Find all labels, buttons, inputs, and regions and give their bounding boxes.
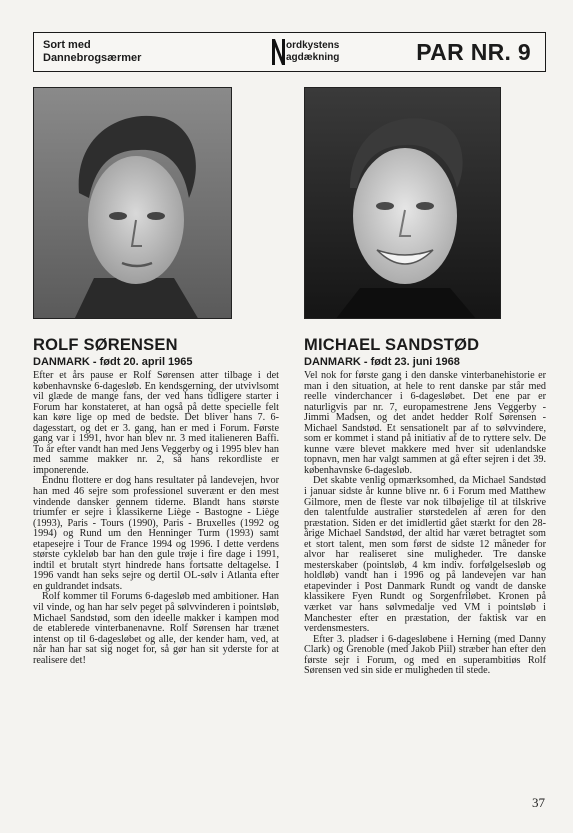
- article-rolf-sorensen: [33, 336, 279, 666]
- rider-name-left: ROLF SØRENSEN: [33, 336, 178, 354]
- paragraph: Efter 3. pladser i 6-dagesløbene i Herning (med Danny Clark) og Grenoble (med Jakob Piil) stræber han efter den første sejr i Forum, og med en superambitiøs Rolf Sørensen ved sin side er muligheden til stede.: [304, 633, 546, 677]
- portrait-rolf-sorensen: [33, 87, 232, 319]
- page-title: PAR NR. 9: [416, 39, 531, 65]
- paragraph: Endnu flottere er dog hans resultater på landevejen, hvor han med 46 sejre som professionel suverænt er den mest vindende dansker gennem tiderne. Blandt hans største triumfer er sejre i klassikerne Liège - Bastogne - Liège (1993), Paris - Tours (1990), Paris - Bruxelles (1992 og 1994) og Rund um den Henninger Turm (1993) samt etapesejre i Tour de France 1994 og 1996. I dette verdens største cykleløb bar han den gule trøje i fire dage i 1991, indtil et brutalt styrt hindrede hans fortsatte deltagelse. I 1996 vandt han seks sejre og dertil OL-sølv i Atlanta efter en guldrandet indsats.: [33, 475, 279, 592]
- rider-subtitle-right: DANMARK - født 23. juni 1968: [304, 356, 460, 368]
- article-body-right: [304, 371, 546, 677]
- page-header: [33, 32, 546, 72]
- article-body-left: [33, 371, 279, 666]
- rider-subtitle-left: DANMARK - født 20. april 1965: [33, 356, 193, 368]
- nordkystens-logo-icon: [272, 38, 364, 66]
- paragraph: Vel nok for første gang i den danske vinterbanehistorie er man i den situation, at hele to rent danske par står med reelle vinderchancer i 6-dagesløbet. Det ene par er naturligvis par nr. 7, europamestrene Jens Veggerby - Jimmi Madsen, og det andet hedder Rolf Sørensen - Michael Sandstød. Et sensationelt par af to sølvvindere, som er kommet i stand på initiativ af de to ryttere selv. De kunne være blevet makkere med hver sit udenlandske topnavn, men har valgt sammen at gå efter sejren i det 39. københavnske 6-dagesløb.: [304, 370, 546, 476]
- header-left-line1: Sort med: [43, 39, 91, 51]
- rider-name-right: MICHAEL SANDSTØD: [304, 336, 480, 354]
- logo-line2: agdækning: [286, 52, 340, 63]
- paragraph: Efter et års pause er Rolf Sørensen atter tilbage i det københavnske 6-dagesløb. En kendsgerning, der utvivlsomt vil glæde de mange fans, der ved hans tidligere starter i Forum har konstateret, at han også på dette specielle felt kan køre lige op med de bedste. Det bliver hans 7. 6-dagesstart, og det er 3. gang, han er med i Forum. Første gang var i 1991, hvor han blev nr. 3 med italieneren Baffi. To år efter vandt han med Jens Veggerby og i 1995 blev han med samme makker nr. 2, så hans rekordliste er imponerende.: [33, 370, 279, 476]
- logo-line1: ordkystens: [286, 40, 340, 51]
- portrait-michael-sandstod: [304, 87, 501, 319]
- page-number: 37: [532, 795, 545, 810]
- article-michael-sandstod: [304, 336, 546, 677]
- header-left: [43, 39, 141, 65]
- header-left-line2: Dannebrogsærmer: [43, 52, 142, 64]
- paragraph: Rolf kommer til Forums 6-dagesløb med ambitioner. Han vil vinde, og han har selv peget på sølvvinderen i pointsløb, Michael Sandstød, som den ideelle makker i kampen mod de etablerede vinterbanenavne. Rolf Sørensen har trænet intenst op til 6-dagesløbet og alle, der kender ham, ved, at når han har sat sig noget for, så gør han sit yderste for at realisere det!: [33, 591, 279, 666]
- paragraph: Det skabte venlig opmærksomhed, da Michael Sandstød i januar sidste år kunne blive nr. 6 i Forum med Matthew Gilmore, men de fleste var nok tilbøjelige til at tilskrive den talentfulde australier størstedelen af æren for den præstation. Siden er det imidlertid gået stærkt for den 28-årige Michael Sandstød, der altid har været betragtet som et stort talent, men som først de sidste 12 måneder for alvor har realiseret sine muligheder. Tre danske mesterskaber (pointsløb, 4 km indiv. forfølgelsesløb og holdløb) vandt han i 1996 og på landevejen var han etapevinder i Post Danmark Rundt og vandt de danske klassikere Fyen Rundt og Sorgenfriløbet. Kronen på værket var hans sølvmedalje ved VM i pointsløb i Manchester efter en præstation, der faktisk var en verdensmesters.: [304, 475, 546, 635]
